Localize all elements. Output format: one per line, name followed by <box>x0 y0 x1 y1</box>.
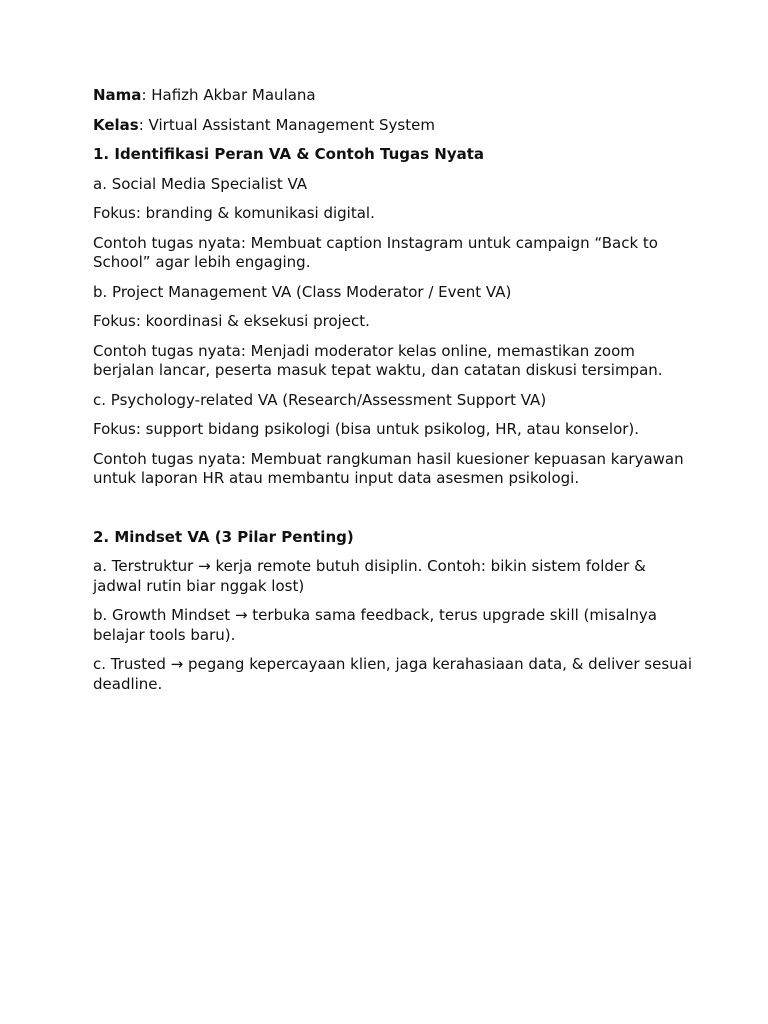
section-1-heading: 1. Identifikasi Peran VA & Contoh Tugas Nyata <box>93 145 485 163</box>
pillar-a: a. Terstruktur → kerja remote butuh disiplin. Contoh: bikin sistem folder & jadwal rutin biar nggak lost) <box>93 557 646 595</box>
role-b-title: b. Project Management VA (Class Moderator / Event VA) <box>93 282 512 301</box>
class-label: Kelas <box>93 115 139 134</box>
name-label: Nama <box>93 86 142 104</box>
role-a-focus: Fokus: branding & komunikasi digital. <box>93 204 375 222</box>
role-c-title: c. Psychology-related VA (Research/Assessment Support VA) <box>93 390 547 409</box>
section-2-heading: 2. Mindset VA (3 Pilar Penting) <box>93 527 354 546</box>
class-value: : Virtual Assistant Management System <box>138 115 435 134</box>
role-a-example: Contoh tugas nyata: Membuat caption Instagram untuk campaign “Back to School” agar lebih engaging. <box>93 233 658 271</box>
name-value: : Hafizh Akbar Maulana <box>141 86 316 104</box>
name-line <box>93 86 693 106</box>
pillar-c: c. Trusted → pegang kepercayaan klien, jaga kerahasiaan data, & deliver sesuai deadline. <box>93 655 693 693</box>
class-line <box>93 116 693 136</box>
role-c-example: Contoh tugas nyata: Membuat rangkuman hasil kuesioner kepuasan karyawan untuk laporan HR atau membantu input data asesmen psikologi. <box>93 449 684 487</box>
role-c-focus: Fokus: support bidang psikologi (bisa untuk psikolog, HR, atau konselor). <box>93 420 640 438</box>
role-b-example: Contoh tugas nyata: Menjadi moderator kelas online, memastikan zoom berjalan lancar, peserta masuk tepat waktu, dan catatan diskusi tersimpan. <box>93 341 663 379</box>
document-body <box>93 86 693 704</box>
role-b-focus: Fokus: koordinasi & eksekusi project. <box>93 312 370 330</box>
pillar-b: b. Growth Mindset → terbuka sama feedback, terus upgrade skill (misalnya belajar tools baru). <box>93 606 657 644</box>
section-spacer <box>93 499 693 528</box>
role-a-title: a. Social Media Specialist VA <box>93 174 308 193</box>
